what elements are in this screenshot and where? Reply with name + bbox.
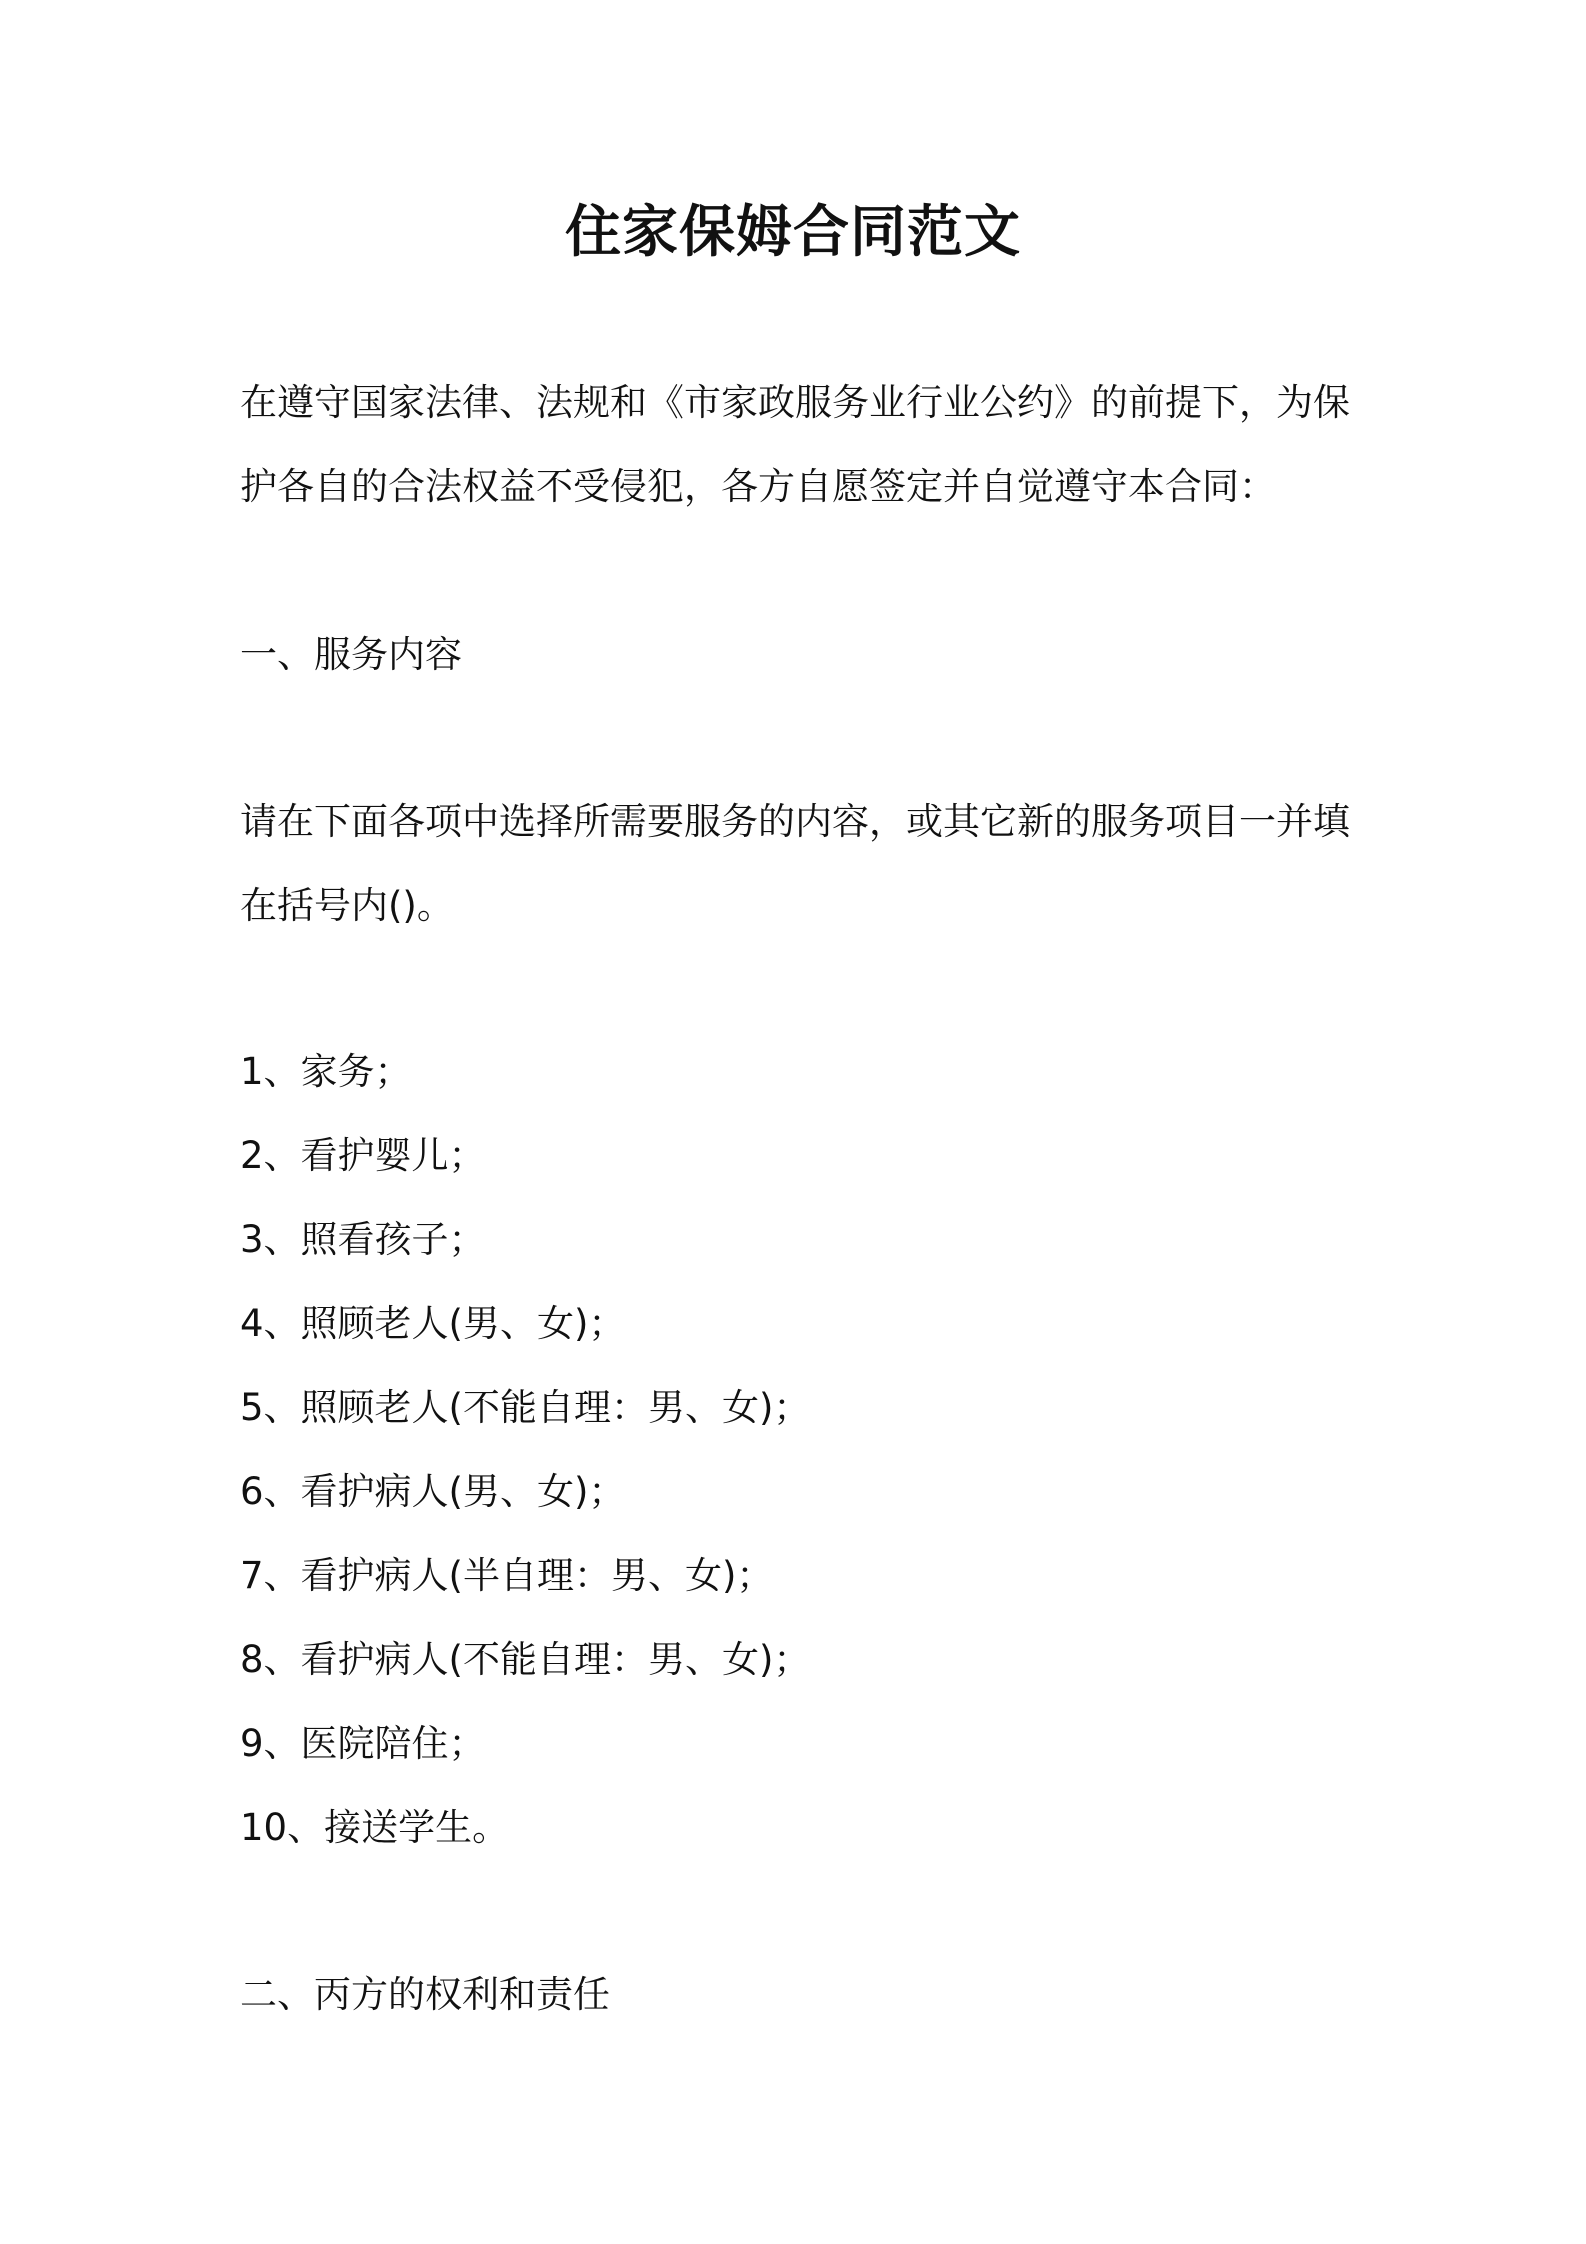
intro-line-2: 护各自的合法权益不受侵犯，各方自愿签定并自觉遵守本合同： [240,465,1276,508]
list-item: 6、看护病人(男、女)； [240,1470,626,1513]
list-item: 10、接送学生。 [240,1806,510,1849]
list-item: 7、看护病人(半自理：男、女)； [240,1554,774,1597]
list-item: 5、照顾老人(不能自理：男、女)； [240,1386,811,1429]
instruction-line-1: 请在下面各项中选择所需要服务的内容，或其它新的服务项目一并填 [240,800,1350,843]
list-item: 3、照看孩子； [240,1218,486,1261]
list-item: 8、看护病人(不能自理：男、女)； [240,1638,811,1681]
list-item: 2、看护婴儿； [240,1134,486,1177]
section-1-heading: 一、服务内容 [240,633,462,676]
list-item: 9、医院陪住； [240,1722,486,1765]
list-item: 4、照顾老人(男、女)； [240,1302,626,1345]
section-2-heading: 二、丙方的权利和责任 [240,1973,610,2016]
intro-line-1: 在遵守国家法律、法规和《市家政服务业行业公约》的前提下，为保 [240,381,1350,424]
list-item: 1、家务； [240,1050,412,1093]
instruction-line-2: 在括号内()。 [240,884,454,927]
document-title: 住家保姆合同范文 [565,200,1021,265]
